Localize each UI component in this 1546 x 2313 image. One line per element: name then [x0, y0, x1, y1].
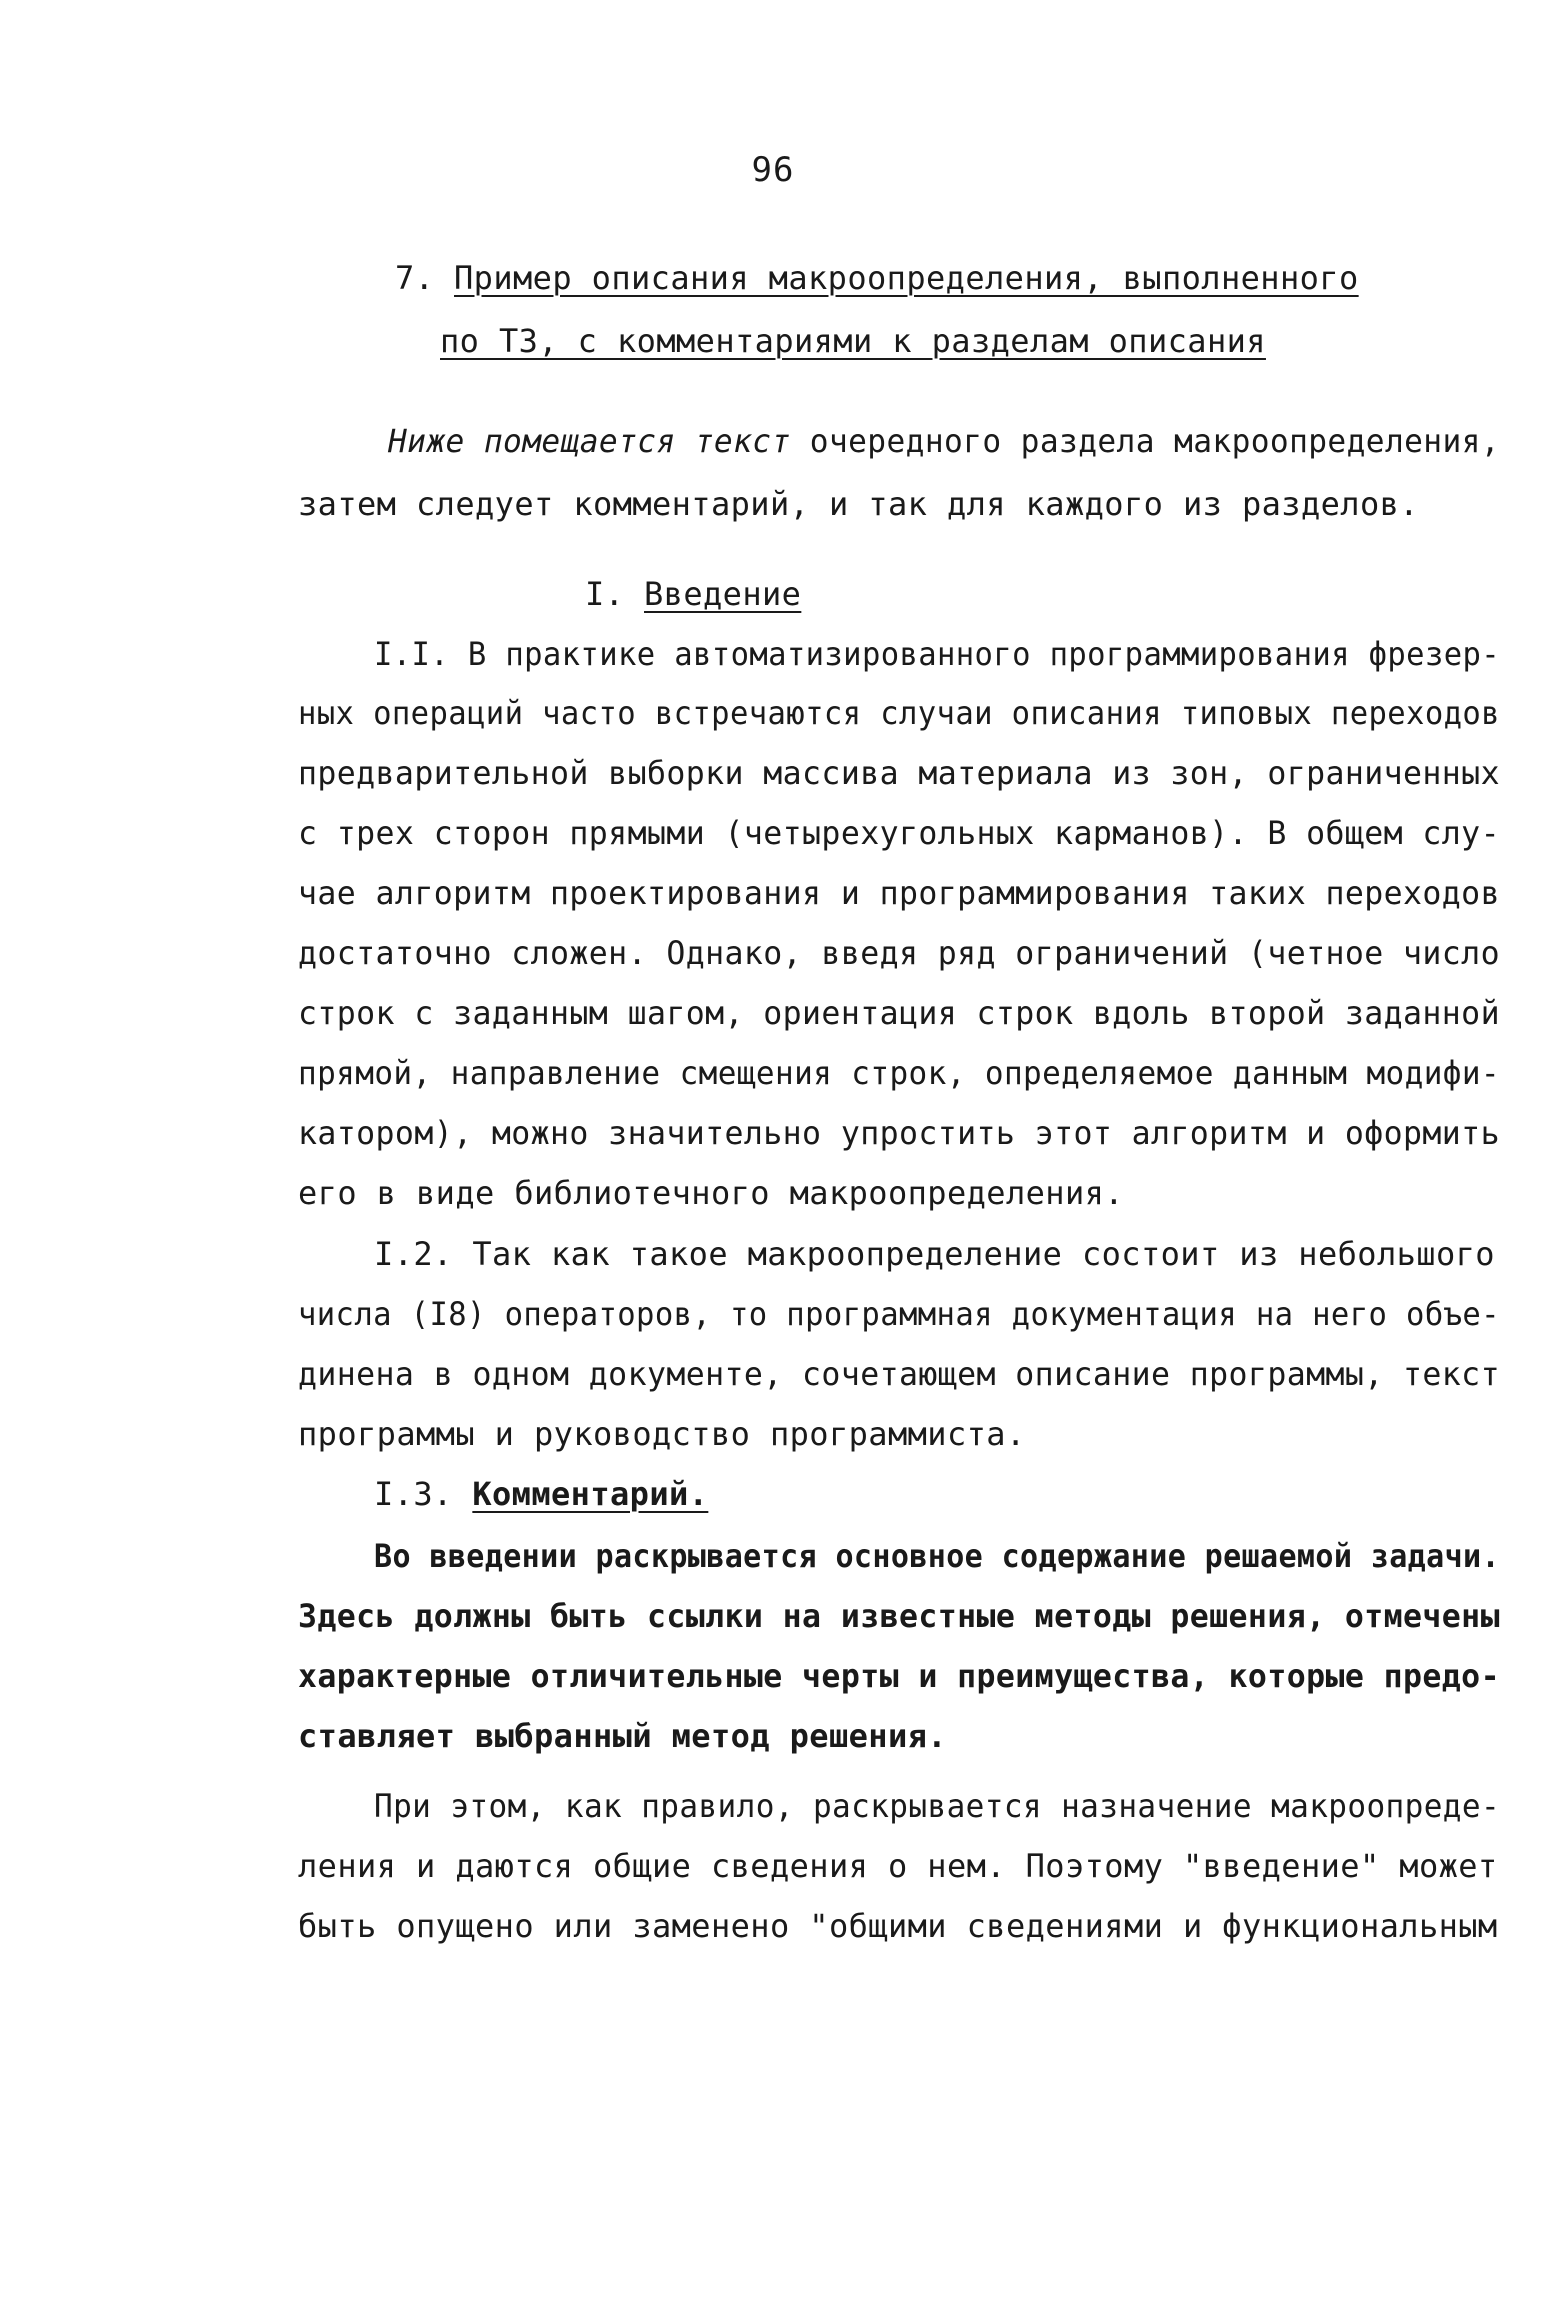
p1-line: катором), можно значительно упростить этот алгоритм и оформить — [298, 1114, 1500, 1152]
p3-line: Во введении раскрывается основное содержание решаемой задачи. — [374, 1537, 1500, 1575]
p3-title: Комментарий. — [472, 1475, 709, 1513]
p2-line: программы и руководство программиста. — [298, 1415, 1026, 1453]
page-number: 96 — [751, 150, 795, 190]
section-title: Введение — [644, 575, 802, 613]
p1-line: I.I. В практике автоматизированного программирования фрезер- — [374, 635, 1501, 673]
section-heading — [585, 575, 802, 613]
p1-line: достаточно сложен. Однако, введя ряд ограничений (четное число — [298, 934, 1500, 972]
p3-line: ставляет выбранный метод решения. — [298, 1717, 947, 1755]
p4-line: быть опущено или заменено "общими сведениями и функциональным — [298, 1907, 1498, 1945]
p1-line: предварительной выборки массива материала из зон, ограниченных — [298, 754, 1500, 792]
p3-label — [374, 1475, 709, 1513]
intro-line-2: затем следует комментарий, и так для каждого из разделов. — [298, 485, 1419, 523]
heading-title-2: по ТЗ, с комментариями к разделам описания — [440, 322, 1266, 360]
heading-title-1: Пример описания макроопределения, выполненного — [454, 259, 1359, 297]
p4-line: ления и даются общие сведения о нем. Поэтому "введение" может — [298, 1847, 1498, 1885]
p2-line: динена в одном документе, сочетающем описание программы, текст — [298, 1355, 1500, 1393]
intro-italic: Ниже помещается текст — [388, 422, 791, 460]
p3-line: Здесь должны быть ссылки на известные методы решения, отмечены — [298, 1597, 1500, 1635]
p1-line: с трех сторон прямыми (четырехугольных карманов). В общем слу- — [298, 814, 1500, 852]
p3-number: I.3. — [374, 1475, 453, 1513]
p1-line: строк с заданным шагом, ориентация строк вдоль второй заданной — [298, 994, 1500, 1032]
p2-line: числа (I8) операторов, то программная документация на него объе- — [298, 1295, 1500, 1333]
p1-line: чае алгоритм проектирования и программирования таких переходов — [298, 874, 1500, 912]
p2-line: I.2. Так как такое макроопределение состоит из небольшого — [374, 1235, 1495, 1273]
heading-number: 7. — [395, 259, 435, 297]
intro-line-1 — [388, 422, 1500, 460]
p3-line: характерные отличительные черты и преимущества, которые предо- — [298, 1657, 1500, 1695]
p4-line: При этом, как правило, раскрывается назначение макроопреде- — [374, 1787, 1501, 1825]
heading-line-1 — [395, 259, 1359, 297]
p1-line: его в виде библиотечного макроопределения. — [298, 1174, 1124, 1212]
p1-line: ных операций часто встречаются случаи описания типовых переходов — [298, 694, 1500, 732]
section-number: I. — [585, 575, 625, 613]
intro-rest: очередного раздела макроопределения, — [790, 422, 1500, 460]
p1-line: прямой, направление смещения строк, определяемое данным модифи- — [298, 1054, 1501, 1092]
